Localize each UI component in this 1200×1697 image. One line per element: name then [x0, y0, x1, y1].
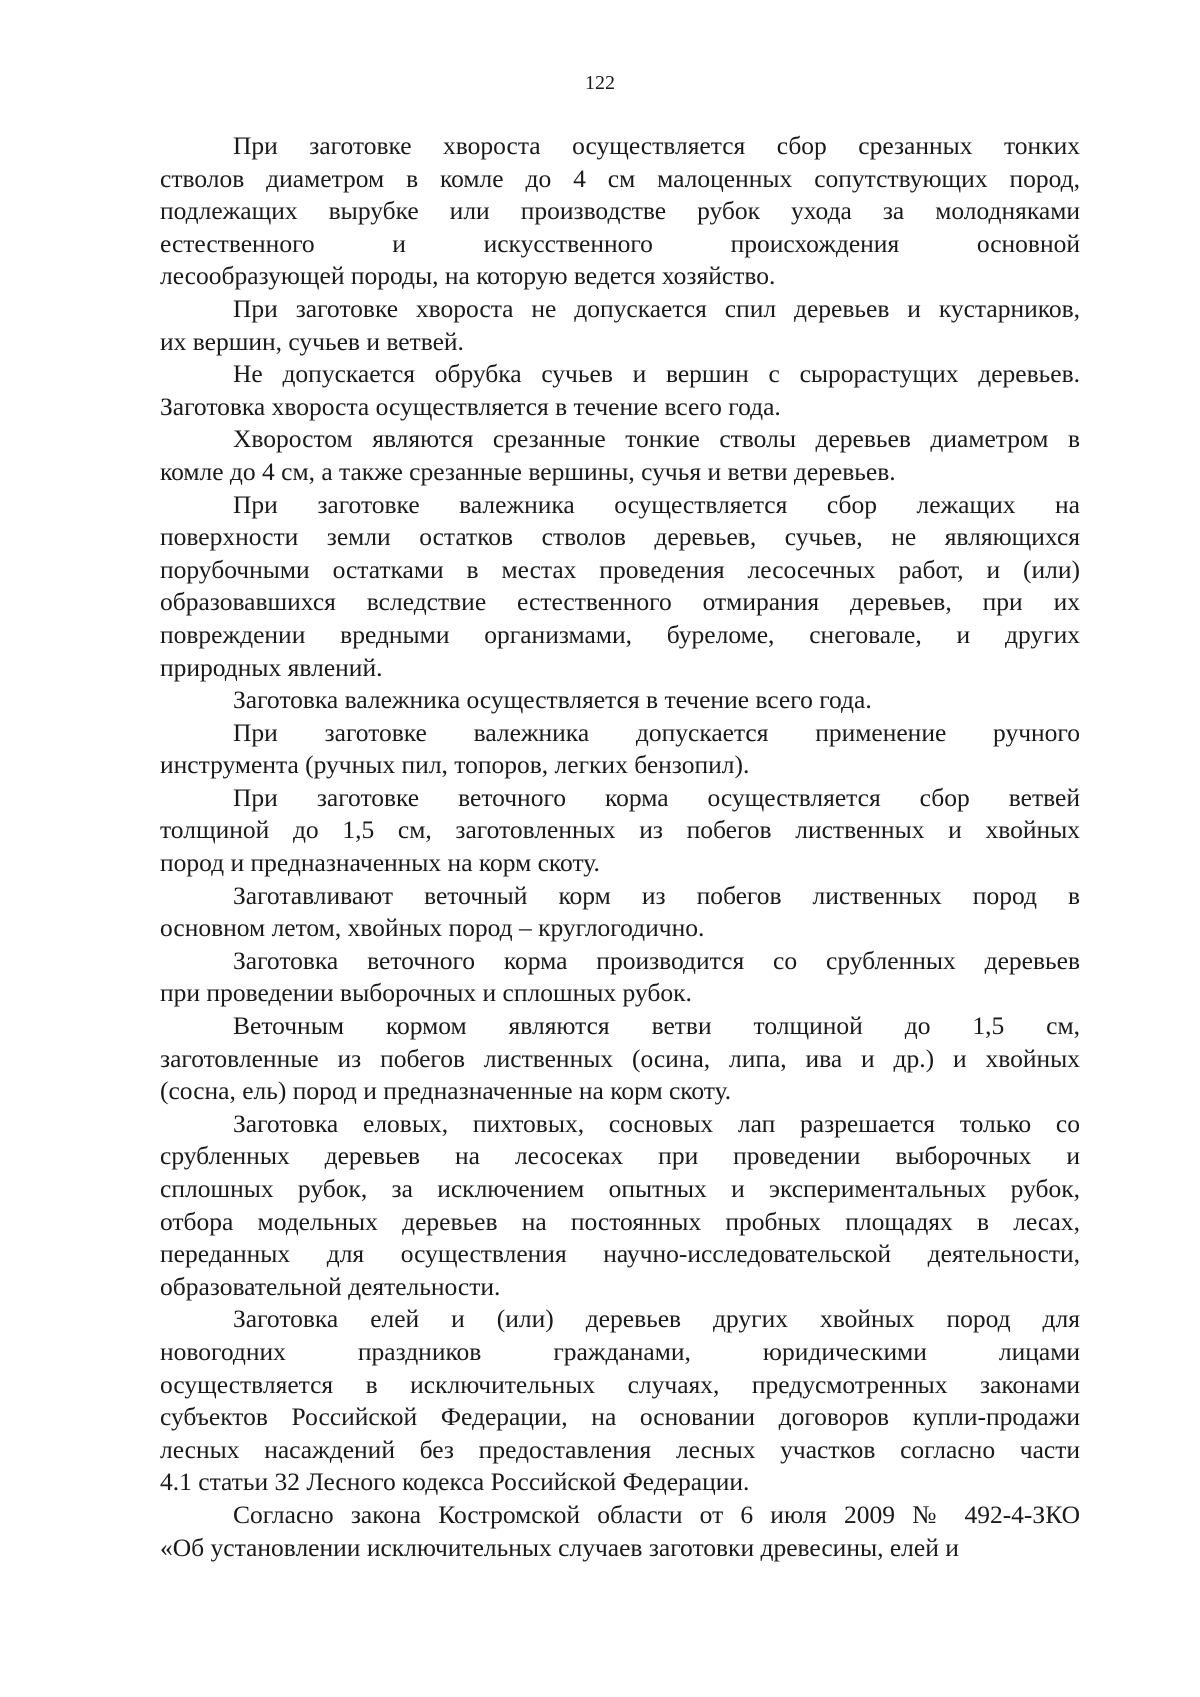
text-line: лесных насаждений без предоставления лесных участков согласно части [160, 1434, 1080, 1464]
paragraph [160, 717, 1080, 782]
text-line: «Об установлении исключительных случаев заготовки древесины, елей и [160, 1532, 959, 1562]
text-line: Согласно закона Костромской области от 6 июля 2009 № 492-4-ЗКО [233, 1499, 1080, 1529]
text-line: повреждении вредными организмами, буреломе, снеговале, и других [160, 619, 1080, 649]
text-line: Заготавливают веточный корм из побегов лиственных пород в [233, 880, 1080, 910]
text-line: толщиной до 1,5 см, заготовленных из побегов лиственных и хвойных [160, 815, 1080, 845]
paragraph [160, 1010, 1080, 1108]
text-line: при проведении выборочных и сплошных рубок. [160, 978, 692, 1008]
text-line: новогодних праздников гражданами, юридическими лицами [160, 1336, 1080, 1366]
text-line: заготовленные из побегов лиственных (осина, липа, ива и др.) и хвойных [160, 1043, 1080, 1073]
text-line: Не допускается обрубка сучьев и вершин с сырорастущих деревьев. [233, 359, 1080, 389]
text-line: Хворостом являются срезанные тонкие стволы деревьев диаметром в [233, 424, 1080, 454]
text-line: При заготовке хвороста не допускается спил деревьев и кустарников, [233, 293, 1080, 323]
paragraph [160, 1303, 1080, 1499]
paragraph [160, 1108, 1080, 1304]
text-line: Заготовка елей и (или) деревьев других хвойных пород для [233, 1304, 1080, 1334]
text-line: пород и предназначенных на корм скоту. [160, 848, 600, 878]
text-line: При заготовке веточного корма осуществляется сбор ветвей [233, 782, 1080, 812]
page-number: 122 [585, 72, 615, 94]
text-line: сплошных рубок, за исключением опытных и экспериментальных рубок, [160, 1174, 1080, 1203]
paragraph [160, 130, 1080, 293]
text-line: При заготовке валежника допускается применение ручного [233, 717, 1080, 747]
text-line: образовавшихся вследствие естественного отмирания деревьев, при их [160, 587, 1080, 617]
text-line: порубочными остатками в местах проведения лесосечных работ, и (или) [160, 554, 1080, 584]
text-line: Заготовка хвороста осуществляется в течение всего года. [160, 391, 781, 421]
text-line: отбора модельных деревьев на постоянных пробных площадях в лесах, [160, 1206, 1080, 1236]
text-line: поверхности земли остатков стволов деревьев, сучьев, не являющихся [160, 522, 1080, 552]
text-line: природных явлений. [160, 652, 383, 682]
text-line: естественного и искусственного происхождения основной [160, 228, 1080, 258]
text-line: переданных для осуществления научно-исследовательской деятельности, [160, 1239, 1080, 1269]
text-line: Заготовка еловых, пихтовых, сосновых лап разрешается только со [233, 1108, 1080, 1138]
text-line: При заготовке валежника осуществляется сбор лежащих на [233, 489, 1080, 519]
text-line: 4.1 статьи 32 Лесного кодекса Российской Федерации. [160, 1467, 750, 1497]
body-text [160, 130, 1080, 1564]
text-line: срубленных деревьев на лесосеках при проведении выборочных и [160, 1141, 1080, 1171]
text-line: Заготовка валежника осуществляется в течение всего года. [233, 685, 872, 715]
text-line: Заготовка веточного корма производится со срубленных деревьев [233, 945, 1080, 975]
paragraph [160, 1499, 1080, 1564]
paragraph [160, 358, 1080, 423]
text-line: субъектов Российской Федерации, на основании договоров купли-продажи [160, 1402, 1080, 1432]
paragraph [160, 684, 1080, 717]
paragraph [160, 945, 1080, 1010]
paragraph [160, 880, 1080, 945]
paragraph [160, 782, 1080, 880]
text-line: При заготовке хвороста осуществляется сбор срезанных тонких [233, 131, 1080, 160]
text-line: осуществляется в исключительных случаях, предусмотренных законами [160, 1369, 1080, 1399]
text-line: комле до 4 см, а также срезанные вершины, сучья и ветви деревьев. [160, 456, 896, 486]
text-line: их вершин, сучьев и ветвей. [160, 326, 464, 356]
paragraph [160, 489, 1080, 685]
paragraph [160, 423, 1080, 488]
text-line: инструмента (ручных пил, топоров, легких бензопил). [160, 750, 750, 780]
paragraph [160, 293, 1080, 358]
text-line: Веточным кормом являются ветви толщиной до 1,5 см, [233, 1011, 1080, 1041]
text-line: (сосна, ель) пород и предназначенные на корм скоту. [160, 1076, 732, 1106]
text-line: подлежащих вырубке или производстве рубок ухода за молодняками [160, 196, 1080, 226]
text-line: стволов диаметром в комле до 4 см малоценных сопутствующих пород, [160, 163, 1080, 193]
text-line: образовательной деятельности. [160, 1271, 501, 1301]
text-line: основном летом, хвойных пород – круглогодично. [160, 913, 705, 943]
text-line: лесообразующей породы, на которую ведется хозяйство. [160, 261, 776, 291]
